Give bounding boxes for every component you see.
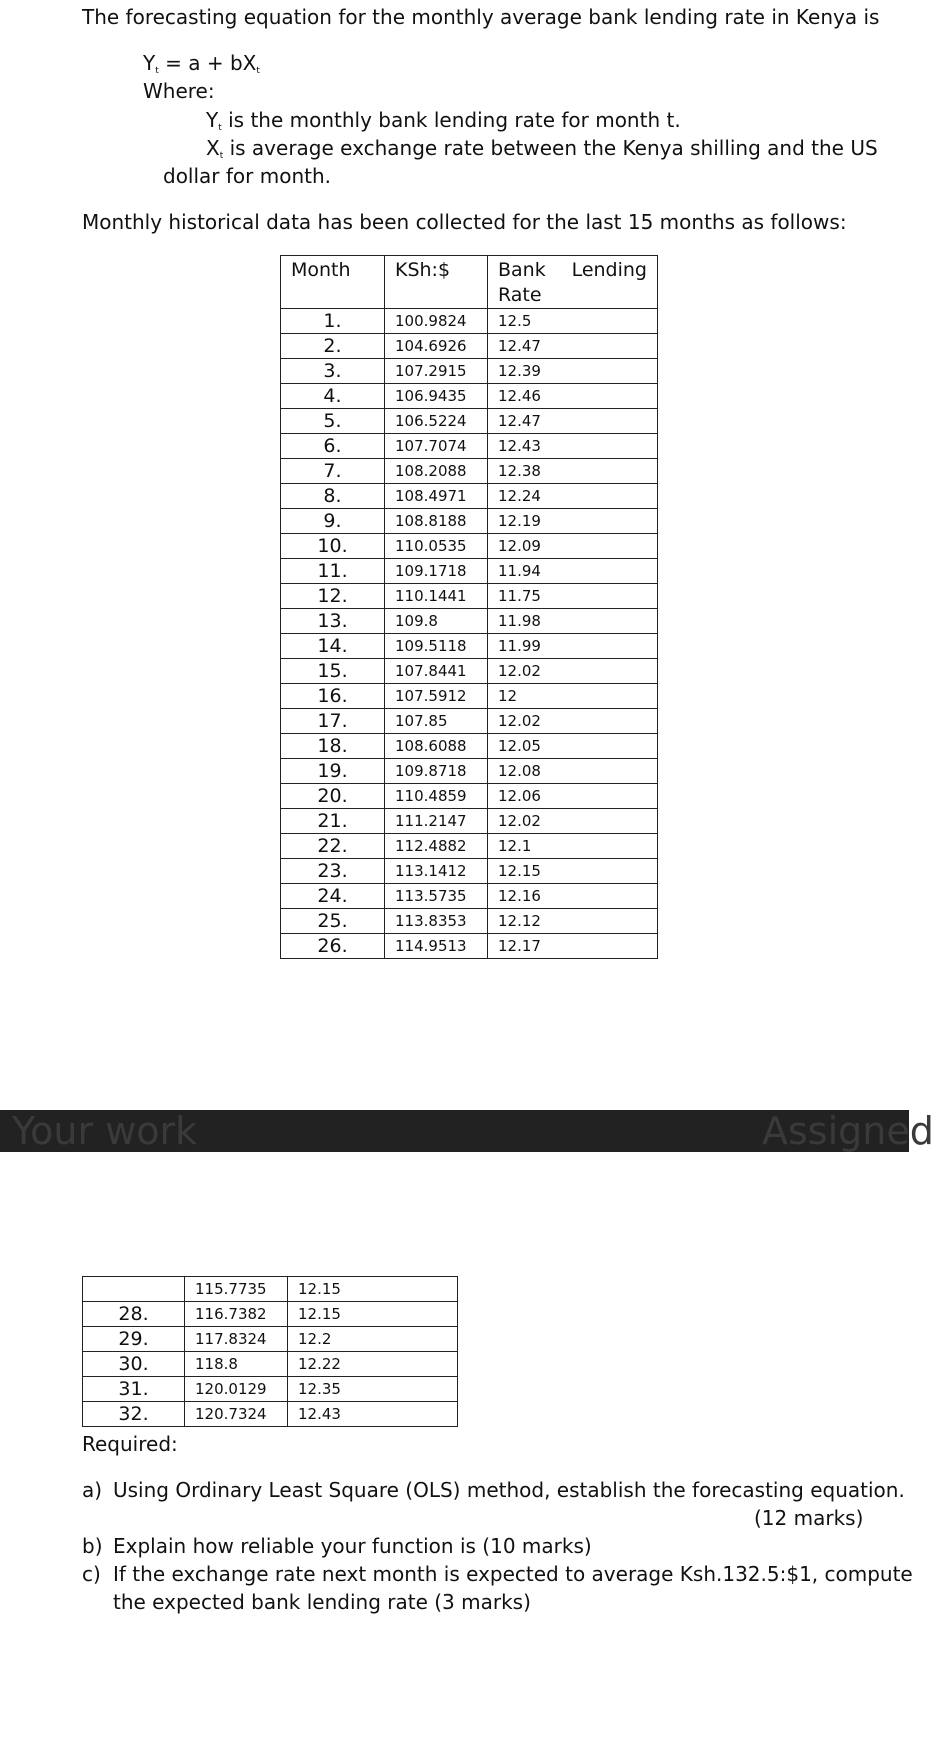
month-cell: 14.: [281, 634, 385, 659]
exchange-rate-cell: 108.4971: [385, 484, 488, 509]
month-cell: 25.: [281, 909, 385, 934]
exchange-rate-cell: 108.8188: [385, 509, 488, 534]
header-bank: Bank: [498, 259, 546, 281]
table-row: [281, 759, 658, 784]
table-row: [83, 1352, 458, 1377]
lending-rate-cell: 12.02: [488, 809, 658, 834]
exchange-rate-cell: 109.5118: [385, 634, 488, 659]
lending-rate-cell: 12.5: [488, 309, 658, 334]
exchange-rate-cell: 109.1718: [385, 559, 488, 584]
table-row: [281, 559, 658, 584]
lending-rate-cell: 12.12: [488, 909, 658, 934]
header-exchange-rate: KSh:$: [385, 256, 488, 309]
question-b-text: Explain how reliable your function is (10 marks): [113, 1534, 592, 1558]
month-cell: 20.: [281, 784, 385, 809]
lending-rate-cell: 12.17: [488, 934, 658, 959]
exchange-rate-cell: 110.0535: [385, 534, 488, 559]
lending-rate-cell: 12.35: [288, 1377, 458, 1402]
lending-rate-cell: 12.46: [488, 384, 658, 409]
exchange-rate-cell: 113.1412: [385, 859, 488, 884]
month-cell: 17.: [281, 709, 385, 734]
lending-rate-cell: 11.98: [488, 609, 658, 634]
lending-rate-cell: 12.02: [488, 659, 658, 684]
month-cell: 19.: [281, 759, 385, 784]
definition-x-subscript: t: [219, 151, 224, 161]
continued-data-table: [82, 1276, 458, 1427]
question-a-label: a): [82, 1478, 103, 1502]
exchange-rate-cell: 120.0129: [185, 1377, 288, 1402]
exchange-rate-cell: 113.5735: [385, 884, 488, 909]
month-cell: 21.: [281, 809, 385, 834]
month-cell: 18.: [281, 734, 385, 759]
your-work-banner: [0, 1109, 934, 1153]
lending-rate-cell: 12.47: [488, 334, 658, 359]
table-row: [83, 1402, 458, 1427]
lending-rate-cell: 12: [488, 684, 658, 709]
exchange-rate-cell: 107.8441: [385, 659, 488, 684]
month-cell: 4.: [281, 384, 385, 409]
month-cell: 23.: [281, 859, 385, 884]
table-row: [281, 459, 658, 484]
exchange-rate-cell: 111.2147: [385, 809, 488, 834]
table-row: [281, 884, 658, 909]
banner-right-text: Assigned: [762, 1109, 934, 1153]
definition-x-symbol: X: [206, 136, 220, 160]
table-row: [281, 809, 658, 834]
exchange-rate-cell: 104.6926: [385, 334, 488, 359]
exchange-rate-cell: 107.5912: [385, 684, 488, 709]
month-cell: 26.: [281, 934, 385, 959]
table-row: [281, 634, 658, 659]
table-row: [281, 609, 658, 634]
month-cell: [83, 1277, 185, 1302]
exchange-rate-cell: 106.5224: [385, 409, 488, 434]
table-row: [281, 309, 658, 334]
table-row: [83, 1327, 458, 1352]
exchange-rate-cell: 107.2915: [385, 359, 488, 384]
equation-y: Y: [143, 51, 156, 75]
data-intro-text: Monthly historical data has been collected for the last 15 months as follows:: [82, 210, 847, 234]
exchange-rate-cell: 100.9824: [385, 309, 488, 334]
table-row: [281, 334, 658, 359]
table-row: [281, 834, 658, 859]
lending-rate-cell: 12.15: [488, 859, 658, 884]
definition-x-text: is average exchange rate between the Kenya shilling and the US: [223, 136, 878, 160]
month-cell: 15.: [281, 659, 385, 684]
month-cell: 30.: [83, 1352, 185, 1377]
month-cell: 2.: [281, 334, 385, 359]
table-row: [83, 1302, 458, 1327]
question-a-text: Using Ordinary Least Square (OLS) method, establish the forecasting equation.: [113, 1478, 905, 1502]
table-row: [281, 784, 658, 809]
exchange-rate-cell: 109.8: [385, 609, 488, 634]
exchange-rate-cell: 116.7382: [185, 1302, 288, 1327]
table-row: [281, 359, 658, 384]
historical-data-table: [280, 255, 658, 959]
header-month: Month: [281, 256, 385, 309]
lending-rate-cell: 12.39: [488, 359, 658, 384]
lending-rate-cell: 12.38: [488, 459, 658, 484]
where-label: Where:: [143, 79, 215, 103]
exchange-rate-cell: 108.6088: [385, 734, 488, 759]
table-row: [281, 709, 658, 734]
lending-rate-cell: 12.1: [488, 834, 658, 859]
exchange-rate-cell: 114.9513: [385, 934, 488, 959]
question-b-label: b): [82, 1534, 103, 1558]
table-row: [83, 1377, 458, 1402]
exchange-rate-cell: 120.7324: [185, 1402, 288, 1427]
exchange-rate-cell: 107.7074: [385, 434, 488, 459]
lending-rate-cell: 12.06: [488, 784, 658, 809]
equation-x-subscript: t: [256, 66, 260, 76]
month-cell: 8.: [281, 484, 385, 509]
table-row: [281, 859, 658, 884]
lending-rate-cell: 12.22: [288, 1352, 458, 1377]
continued-table-body: [83, 1277, 458, 1427]
required-label: Required:: [82, 1432, 178, 1456]
table-row: [281, 409, 658, 434]
month-cell: 10.: [281, 534, 385, 559]
lending-rate-cell: 12.16: [488, 884, 658, 909]
intro-text: The forecasting equation for the monthly average bank lending rate in Kenya is: [82, 5, 880, 29]
table-row: [281, 909, 658, 934]
lending-rate-cell: 12.2: [288, 1327, 458, 1352]
month-cell: 16.: [281, 684, 385, 709]
table-row: [281, 384, 658, 409]
table-row: [281, 484, 658, 509]
exchange-rate-cell: 115.7735: [185, 1277, 288, 1302]
month-cell: 11.: [281, 559, 385, 584]
exchange-rate-cell: 107.85: [385, 709, 488, 734]
exchange-rate-cell: 109.8718: [385, 759, 488, 784]
question-c-label: c): [82, 1562, 101, 1586]
header-rate: Rate: [498, 284, 542, 306]
month-cell: 12.: [281, 584, 385, 609]
lending-rate-cell: 12.08: [488, 759, 658, 784]
lending-rate-cell: 12.47: [488, 409, 658, 434]
table-row: [281, 534, 658, 559]
table-body: [281, 309, 658, 959]
lending-rate-cell: 11.94: [488, 559, 658, 584]
exchange-rate-cell: 108.2088: [385, 459, 488, 484]
exchange-rate-cell: 113.8353: [385, 909, 488, 934]
lending-rate-cell: 11.99: [488, 634, 658, 659]
table-row: [281, 659, 658, 684]
lending-rate-cell: 12.15: [288, 1277, 458, 1302]
table-row: [281, 934, 658, 959]
question-c-text-continued: the expected bank lending rate (3 marks): [113, 1590, 531, 1614]
month-cell: 5.: [281, 409, 385, 434]
equation-rhs: = a + bX: [158, 51, 257, 75]
definition-x-continued: dollar for month.: [163, 164, 332, 188]
month-cell: 3.: [281, 359, 385, 384]
month-cell: 1.: [281, 309, 385, 334]
month-cell: 9.: [281, 509, 385, 534]
definition-y-text: is the monthly bank lending rate for month t.: [221, 108, 681, 132]
question-a-marks: (12 marks): [754, 1506, 864, 1530]
table-row: [281, 684, 658, 709]
header-lending: Lending: [571, 259, 647, 281]
table-row: [281, 584, 658, 609]
equation-y-subscript: t: [155, 66, 159, 76]
month-cell: 28.: [83, 1302, 185, 1327]
month-cell: 22.: [281, 834, 385, 859]
table-row: [281, 434, 658, 459]
table-row: [281, 509, 658, 534]
exchange-rate-cell: 106.9435: [385, 384, 488, 409]
lending-rate-cell: 12.43: [488, 434, 658, 459]
question-c-text: If the exchange rate next month is expected to average Ksh.132.5:$1, compute: [113, 1562, 913, 1586]
lending-rate-cell: 11.75: [488, 584, 658, 609]
exchange-rate-cell: 118.8: [185, 1352, 288, 1377]
header-bank-lending-rate: [488, 256, 658, 309]
month-cell: 31.: [83, 1377, 185, 1402]
month-cell: 32.: [83, 1402, 185, 1427]
table-header-row: [281, 256, 658, 309]
month-cell: 7.: [281, 459, 385, 484]
definition-y-symbol: Y: [206, 108, 219, 132]
exchange-rate-cell: 110.1441: [385, 584, 488, 609]
month-cell: 24.: [281, 884, 385, 909]
lending-rate-cell: 12.05: [488, 734, 658, 759]
table-row: [83, 1277, 458, 1302]
lending-rate-cell: 12.02: [488, 709, 658, 734]
table-row: [281, 734, 658, 759]
exchange-rate-cell: 112.4882: [385, 834, 488, 859]
exchange-rate-cell: 110.4859: [385, 784, 488, 809]
month-cell: 6.: [281, 434, 385, 459]
definition-y-subscript: t: [218, 123, 222, 133]
lending-rate-cell: 12.24: [488, 484, 658, 509]
month-cell: 13.: [281, 609, 385, 634]
banner-left-text: Your work: [12, 1109, 198, 1153]
lending-rate-cell: 12.09: [488, 534, 658, 559]
exchange-rate-cell: 117.8324: [185, 1327, 288, 1352]
month-cell: 29.: [83, 1327, 185, 1352]
lending-rate-cell: 12.43: [288, 1402, 458, 1427]
lending-rate-cell: 12.19: [488, 509, 658, 534]
lending-rate-cell: 12.15: [288, 1302, 458, 1327]
